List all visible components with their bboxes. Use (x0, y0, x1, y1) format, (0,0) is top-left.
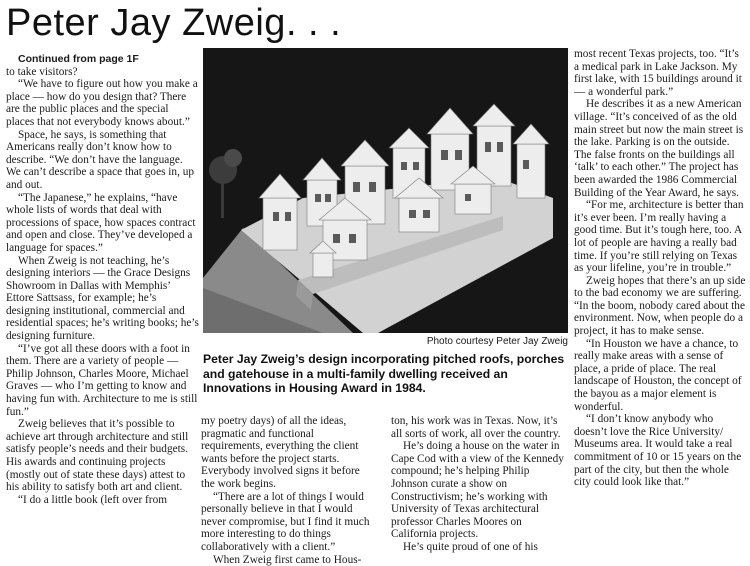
paragraph: “We have to figure out how you make a place — how do you design that? There are the public places and the special places that not everybody knows about.” (6, 78, 198, 128)
paragraph: “I don’t know anybody who doesn’t love the Rice University/ Museums area. It would take a real commitment of 10 or 15 years on the part of the city, but then the whole city could look like that.” (574, 413, 742, 489)
continued-label: Continued from page 1F (18, 53, 139, 65)
paragraph: “The Japanese,” he explains, “have whole lists of words that deal with processions of space, how spaces contract and open and close. They’ve developed a language for spaces.” (6, 191, 196, 254)
paragraph: When Zweig first came to Hous- (213, 553, 362, 566)
paragraph: “I’ve got all these doors with a foot in them. There are a variety of people — Philip Johnson, Charles Moore, Michael Graves — who I’m getting to know and having fun with. Architecture to me is still fun.” (6, 342, 198, 418)
paragraph: ton, his work was in Texas. Now, it’s all sorts of work, all over the country. (391, 415, 561, 440)
paragraph: He’s quite proud of one of his (403, 540, 538, 553)
article-column-2 (201, 415, 375, 566)
architectural-model-photo (203, 48, 568, 333)
paragraph: “For me, architecture is better than it’s ever been. I’m really having a good time. But it’s tough here, too. A lot of people are having a really bad time. If you’re still relying on Texas as your lifeline, you’re in trouble.” (574, 199, 744, 275)
paragraph: to take visitors? (6, 65, 78, 78)
article-column-4 (574, 48, 746, 489)
article-column-3 (391, 415, 569, 554)
paragraph: most recent Texas projects, too. “It’s a medical park in Lake Jackson. My first lake, with 15 buildings around it — a wonderful park.” (574, 48, 742, 98)
paragraph: Space, he says, is something that Americans really don’t know how to describe. “We don’t have the language. We can’t describe a space that goes in, up and out. (6, 128, 195, 191)
paragraph: Zweig hopes that there’s an up side to the bad economy we are suffering. “In the boom, nobody cared about the environment. Now, when people do a project, it has to make sense. (574, 274, 746, 338)
photo-credit: Photo courtesy Peter Jay Zweig (426, 336, 568, 347)
paragraph: “There are a lot of things I would personally believe in that I would never compromise, but I find it much more interesting to do things collaboratively with a client.” (201, 490, 370, 553)
photo-caption: Peter Jay Zweig’s design incorporating pitched roofs, porches and gatehouse in a multi-family dwelling received an Innovations in Housing Award in 1984. (203, 352, 565, 396)
headline: Peter Jay Zweig. . . (6, 2, 342, 44)
paragraph: When Zweig is not teaching, he’s designing interiors — the Grace Designs Showroom in Dallas with Memphis’ Ettore Sattsass, for example; he’s designing institutional, commercial and residential spaces; he’s writing books; he’s designing furniture. (6, 254, 199, 343)
paragraph: He describes it as a new American village. “It’s conceived of as the old main street but now the main street is the lake. Parking is on the outside. The false fronts on the buildings all ‘talk’ to each other.” The project has been awarded the 1986 Commercial Building of the Year Award, he says. (574, 98, 744, 199)
paragraph: my poetry days) of all the ideas, pragmatic and functional requirements, everything the client wants before the project starts. Everybody involved signs it before the work begins. (201, 415, 360, 490)
article-column-1 (6, 53, 199, 506)
paragraph: Zweig believes that it’s possible to achieve art through architecture and still satisfy people’s needs and their budgets. His awards and continuing projects (mostly out of state these days) attest to his ability to satisfy both art and client. (6, 418, 189, 494)
paragraph: He’s doing a house on the water in Cape Cod with a view of the Kennedy compound; he’s helping Philip Johnson curate a show on Constructivism; he’s working with University of Texas architectural professor Charles Moores on California projects. (391, 440, 564, 541)
paragraph: “I do a little book (left over from (18, 493, 168, 506)
paragraph: “In Houston we have a chance, to really make areas with a sense of place, a pride of place. The real landscape of Houston, the concept of the bayou as a major element is wonderful. (574, 337, 742, 413)
